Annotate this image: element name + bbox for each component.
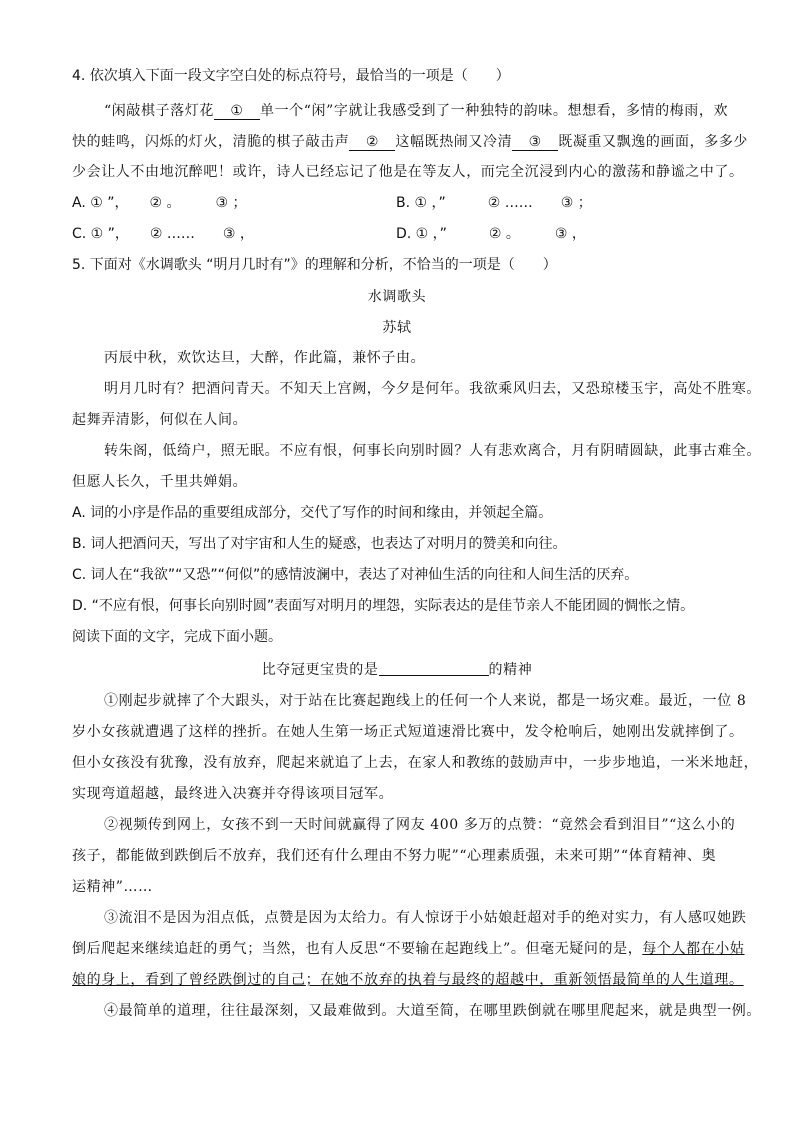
reading-title [0,660,794,680]
poem-line: 明月几时有？把酒问青天。不知天上宫阙，今夕是何年。我欲乘风归去，又恐琼楼玉宇，高处不胜寒。 [104,381,761,397]
reading-title-blank [379,661,489,676]
reading-paragraph-line: 实现弯道超越，最终进入决赛并夺得该项目冠军。 [72,786,394,802]
q5-stem: 5. 下面对《水调歌头 “明月几时有”》的理解和分析，不恰当的一项是（ ） [72,257,557,273]
reading-paragraph-line: 孩子，都能做到跌倒后不放弃，我们还有什么理由不努力呢”“心理素质强，未来可期”“体育精神、奥 [72,848,717,864]
q4-blank-2: ② [349,134,395,151]
q5-option-a: A. 词的小序是作品的重要组成部分，交代了写作的时间和缘由，并领起全篇。 [72,505,553,521]
reading-paragraph-line: ③流泪不是因为泪点低，点赞是因为太给力。有人惊讶于小姑娘赶超对手的绝对实力，有人感叹她跌 [104,910,747,926]
reading-paragraph-line: 但小女孩没有犹豫，没有放弃，爬起来就追了上去，在家人和教练的鼓励声中，一步步地追，一米米地赶， [72,755,759,771]
q4-passage-line-3: 少会让人不由地沉醉吧！或许，诗人已经忘记了他是在等友人，而完全沉浸到内心的激荡和静谧之中了。 [72,164,744,180]
q4-blank-1: ① [214,103,260,120]
poem-line: 转朱阁，低绮户，照无眠。不应有恨，何事长向别时圆？人有悲欢离合，月有阴晴圆缺，此事古难全。 [104,443,761,459]
q4-passage-line-2 [72,132,749,152]
q5-option-b: B. 词人把酒问天，写出了对宇宙和人生的疑惑，也表达了对明月的赞美和向往。 [72,536,567,552]
q5-option-c: C. 词人在“我欲”“又恐”“何似”的感情波澜中，表达了对神仙生活的向往和人间生活的厌弃。 [72,567,639,583]
q4-option-b: B. ① ，” ② …… ③ ； [396,195,592,211]
q4-passage-line-1 [104,101,732,121]
q4-text: 单一个“闲”字就让我感受到了一种独特的韵味。想想看，多情的梅雨，欢 [259,103,729,119]
reading-paragraph-line: ④最简单的道理，往往最深刻，又最难做到。大道至简，在哪里跌倒就在哪里爬起来，就是典型一例。 [104,1003,761,1019]
underlined-sentence: 娘的身上，看到了曾经跌倒过的自己；在她不放弃的执着与最终的超越中，重新领悟最简单的人生道理。 [72,972,744,988]
q4-text: 这幅既热闹又冷清 [395,134,513,150]
q4-text: “闲敲棋子落灯花 [104,103,214,119]
q4-blank-3: ③ [512,134,558,151]
reading-paragraph-line: ②视频传到网上，女孩不到一天时间就赢得了网友 400 多万的点赞：“竟然会看到泪目”“这么小的 [104,817,736,833]
q4-text: 既凝重又飘逸的画面，多多少 [558,134,749,150]
poem-author: 苏轼 [382,320,412,336]
underlined-sentence: 每个人都在小姑 [642,941,745,957]
reading-paragraph-line [72,939,745,959]
poem-title: 水调歌头 [367,289,427,305]
poem-preface: 丙辰中秋，欢饮达旦，大醉，作此篇，兼怀子由。 [104,350,426,366]
poem-line: 但愿人长久，千里共婵娟。 [72,474,248,490]
q4-stem: 4. 依次填入下面一段文字空白处的标点符号，最恰当的一项是（ ） [72,68,510,84]
q4-option-d: D. ① ，” ② 。 ③ ， [396,226,586,242]
reading-title-text: 的精神 [488,662,533,678]
reading-text: 倒后爬起来继续追赶的勇气；当然，也有人反思“不要输在起跑线上”。但毫无疑问的是， [72,941,643,957]
reading-intro: 阅读下面的文字，完成下面小题。 [72,629,282,645]
q4-option-a: A. ① ”， ② 。 ③ ； [72,195,247,211]
q4-text: 快的蛙鸣，闪烁的灯火，清脆的棋子敲击声 [72,134,350,150]
q4-option-c: C. ① ”， ② …… ③ ， [72,226,254,242]
reading-paragraph-line: ①刚起步就摔了个大跟头，对于站在比赛起跑线上的任何一个人来说，都是一场灾难。最近，一位 8 [104,693,747,709]
poem-line: 起舞弄清影，何似在人间。 [72,412,248,428]
reading-paragraph-line: 运精神”…… [72,879,153,895]
q5-option-d: D. “不应有恨，何事长向别时圆”表面写对明月的埋怨，实际表达的是佳节亲人不能团圆的惆怅之情。 [72,598,695,614]
reading-paragraph-line: 岁小女孩就遭遇了这样的挫折。在她人生第一场正式短道速滑比赛中，发令枪响后，她刚出发就摔倒了。 [72,724,744,740]
reading-title-text: 比夺冠更宝贵的是 [261,662,379,678]
